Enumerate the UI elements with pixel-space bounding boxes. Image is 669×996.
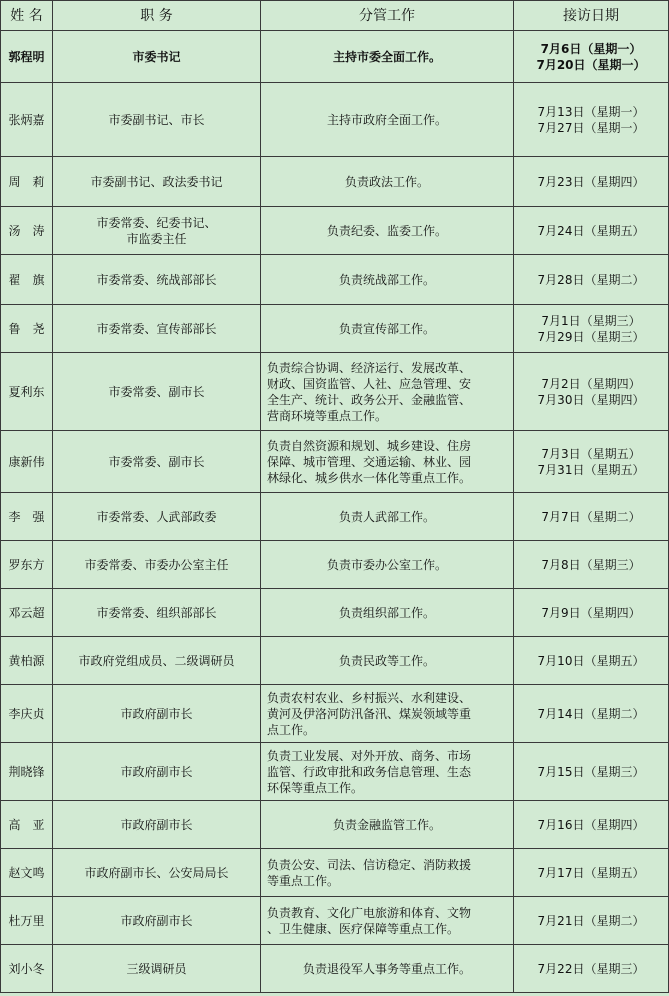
table-row	[1, 945, 669, 993]
official-name: 汤 涛	[1, 207, 53, 255]
position-cell	[53, 493, 261, 541]
work-cell	[261, 207, 514, 255]
position-cell-line: 市政府党组成员、二级调研员	[78, 653, 235, 668]
work-cell-line: 负责政法工作。	[344, 174, 429, 189]
date-cell	[514, 897, 669, 945]
position-cell-line: 市政府副市长	[120, 913, 193, 928]
position-cell-line: 市委常委、组织部部长	[96, 605, 217, 620]
official-name: 黄柏源	[1, 637, 53, 685]
date-cell-line: 7月31日（星期五）	[537, 462, 645, 477]
official-name: 刘小冬	[1, 945, 53, 993]
position-cell-line: 市政府副市长	[120, 706, 193, 721]
position-cell-line: 市委常委、宣传部部长	[96, 321, 217, 336]
work-cell-line: 环保等重点工作。	[267, 780, 364, 795]
date-cell	[514, 255, 669, 305]
work-cell-line: 负责组织部工作。	[338, 605, 435, 620]
position-cell	[53, 685, 261, 743]
date-cell-line: 7月28日（星期二）	[537, 272, 645, 287]
work-cell-line: 林绿化、城乡供水一体化等重点工作。	[267, 470, 472, 485]
position-cell-line: 市政府副市长	[120, 817, 193, 832]
work-cell	[261, 83, 514, 157]
work-cell	[261, 541, 514, 589]
work-cell-line: 负责宣传部工作。	[338, 321, 435, 336]
date-cell-line: 7月17日（星期五）	[537, 865, 645, 880]
date-cell-line: 7月22日（星期三）	[537, 961, 645, 976]
work-cell-line: 负责公安、司法、信访稳定、消防救援	[267, 857, 472, 872]
date-cell-line: 7月30日（星期四）	[537, 392, 645, 407]
table-row	[1, 305, 669, 353]
position-cell-line: 三级调研员	[126, 961, 187, 976]
header-work: 分管工作	[261, 1, 514, 31]
work-cell	[261, 589, 514, 637]
position-cell	[53, 207, 261, 255]
work-cell-line: 负责市委办公室工作。	[326, 557, 447, 572]
work-cell	[261, 353, 514, 431]
date-cell-line: 7月16日（星期四）	[537, 817, 645, 832]
work-cell-line: 保障、城市管理、交通运输、林业、园	[267, 454, 472, 469]
date-cell	[514, 849, 669, 897]
position-cell	[53, 849, 261, 897]
position-cell-line: 市委常委、统战部部长	[96, 272, 217, 287]
date-cell	[514, 83, 669, 157]
date-cell-line: 7月24日（星期五）	[537, 223, 645, 238]
official-name: 康新伟	[1, 431, 53, 493]
work-cell-line: 负责教育、文化广电旅游和体育、文物	[267, 905, 472, 920]
date-cell	[514, 589, 669, 637]
official-name: 李 强	[1, 493, 53, 541]
date-cell-line: 7月14日（星期二）	[537, 706, 645, 721]
table-row	[1, 83, 669, 157]
work-cell	[261, 157, 514, 207]
position-cell-line: 市委书记	[132, 49, 181, 64]
work-cell	[261, 255, 514, 305]
date-cell-line: 7月27日（星期一）	[537, 120, 645, 135]
official-name: 张炳嘉	[1, 83, 53, 157]
date-cell-line: 7月29日（星期三）	[537, 329, 645, 344]
table-row	[1, 255, 669, 305]
work-cell	[261, 431, 514, 493]
work-cell-line: 负责综合协调、经济运行、发展改革、	[267, 360, 472, 375]
position-cell-line: 市委副书记、市长	[108, 112, 205, 127]
header-position: 职 务	[53, 1, 261, 31]
work-cell-line: 主持市委全面工作。	[332, 49, 441, 64]
position-cell	[53, 589, 261, 637]
table-row	[1, 589, 669, 637]
date-cell-line: 7月7日（星期二）	[541, 509, 641, 524]
table-row	[1, 685, 669, 743]
table-row	[1, 801, 669, 849]
date-cell	[514, 31, 669, 83]
position-cell	[53, 255, 261, 305]
date-cell	[514, 945, 669, 993]
date-cell	[514, 353, 669, 431]
work-cell-line: 主持市政府全面工作。	[326, 112, 447, 127]
work-cell-line: 负责自然资源和规划、城乡建设、住房	[267, 438, 472, 453]
work-cell-line: 、卫生健康、医疗保障等重点工作。	[267, 921, 460, 936]
date-cell-line: 7月6日（星期一）	[540, 41, 642, 56]
work-cell-line: 点工作。	[267, 722, 316, 737]
date-cell	[514, 637, 669, 685]
date-cell	[514, 541, 669, 589]
position-cell-line: 市监委主任	[126, 231, 187, 246]
date-cell	[514, 431, 669, 493]
table-row	[1, 897, 669, 945]
work-cell-line: 等重点工作。	[267, 873, 340, 888]
official-name: 邓云超	[1, 589, 53, 637]
table-row	[1, 31, 669, 83]
table-row	[1, 849, 669, 897]
work-cell-line: 负责纪委、监委工作。	[326, 223, 447, 238]
position-cell-line: 市委副书记、政法委书记	[90, 174, 223, 189]
date-cell	[514, 743, 669, 801]
work-cell	[261, 685, 514, 743]
table-row	[1, 207, 669, 255]
table-row	[1, 493, 669, 541]
work-cell-line: 财政、国资监管、人社、应急管理、安	[267, 376, 472, 391]
work-cell	[261, 305, 514, 353]
work-cell-line: 负责农村农业、乡村振兴、水利建设、	[267, 690, 472, 705]
position-cell-line: 市委常委、纪委书记、	[96, 215, 217, 230]
work-cell-line: 负责民政等工作。	[338, 653, 435, 668]
date-cell-line: 7月8日（星期三）	[541, 557, 641, 572]
position-cell	[53, 897, 261, 945]
position-cell	[53, 541, 261, 589]
date-cell-line: 7月13日（星期一）	[537, 104, 645, 119]
work-cell	[261, 801, 514, 849]
official-name: 杜万里	[1, 897, 53, 945]
work-cell	[261, 945, 514, 993]
official-name: 夏利东	[1, 353, 53, 431]
work-cell-line: 黄河及伊洛河防汛备汛、煤炭领域等重	[267, 706, 472, 721]
header-name: 姓 名	[1, 1, 53, 31]
official-name: 高 亚	[1, 801, 53, 849]
date-cell-line: 7月9日（星期四）	[541, 605, 641, 620]
table-row	[1, 743, 669, 801]
table-row	[1, 157, 669, 207]
official-name: 郭程明	[1, 31, 53, 83]
date-cell	[514, 801, 669, 849]
date-cell-line: 7月20日（星期一）	[536, 57, 646, 72]
work-cell-line: 监管、行政审批和政务信息管理、生态	[267, 764, 472, 779]
official-name: 李庆贞	[1, 685, 53, 743]
position-cell-line: 市委常委、人武部政委	[96, 509, 217, 524]
position-cell-line: 市委常委、副市长	[108, 384, 205, 399]
header-date: 接访日期	[514, 1, 669, 31]
header-row	[1, 1, 669, 31]
position-cell	[53, 431, 261, 493]
date-cell-line: 7月21日（星期二）	[537, 913, 645, 928]
work-cell	[261, 31, 514, 83]
date-cell	[514, 305, 669, 353]
schedule-body	[1, 31, 669, 993]
date-cell-line: 7月15日（星期三）	[537, 764, 645, 779]
table-row	[1, 353, 669, 431]
position-cell-line: 市委常委、副市长	[108, 454, 205, 469]
official-name: 罗东方	[1, 541, 53, 589]
date-cell-line: 7月3日（星期五）	[541, 446, 641, 461]
date-cell-line: 7月10日（星期五）	[537, 653, 645, 668]
work-cell-line: 负责人武部工作。	[338, 509, 435, 524]
work-cell-line: 负责退役军人事务等重点工作。	[302, 961, 471, 976]
position-cell	[53, 157, 261, 207]
official-name: 翟 旗	[1, 255, 53, 305]
position-cell	[53, 31, 261, 83]
position-cell	[53, 637, 261, 685]
position-cell	[53, 743, 261, 801]
table-row	[1, 541, 669, 589]
position-cell-line: 市政府副市长	[120, 764, 193, 779]
position-cell	[53, 83, 261, 157]
official-name: 荆晓锋	[1, 743, 53, 801]
position-cell	[53, 305, 261, 353]
work-cell-line: 负责统战部工作。	[338, 272, 435, 287]
work-cell	[261, 743, 514, 801]
date-cell	[514, 685, 669, 743]
work-cell	[261, 897, 514, 945]
position-cell-line: 市委常委、市委办公室主任	[84, 557, 229, 572]
position-cell	[53, 801, 261, 849]
table-row	[1, 637, 669, 685]
work-cell-line: 全生产、统计、政务公开、金融监管、	[267, 392, 472, 407]
work-cell-line: 营商环境等重点工作。	[267, 408, 388, 423]
position-cell	[53, 945, 261, 993]
work-cell-line: 负责金融监管工作。	[332, 817, 441, 832]
work-cell	[261, 637, 514, 685]
date-cell	[514, 207, 669, 255]
date-cell-line: 7月2日（星期四）	[541, 376, 641, 391]
date-cell-line: 7月1日（星期三）	[541, 313, 641, 328]
work-cell	[261, 493, 514, 541]
official-name: 赵文鸣	[1, 849, 53, 897]
work-cell	[261, 849, 514, 897]
date-cell	[514, 157, 669, 207]
official-name: 周 莉	[1, 157, 53, 207]
date-cell	[514, 493, 669, 541]
table-row	[1, 431, 669, 493]
date-cell-line: 7月23日（星期四）	[537, 174, 645, 189]
position-cell-line: 市政府副市长、公安局局长	[84, 865, 229, 880]
position-cell	[53, 353, 261, 431]
official-name: 鲁 尧	[1, 305, 53, 353]
work-cell-line: 负责工业发展、对外开放、商务、市场	[267, 748, 472, 763]
